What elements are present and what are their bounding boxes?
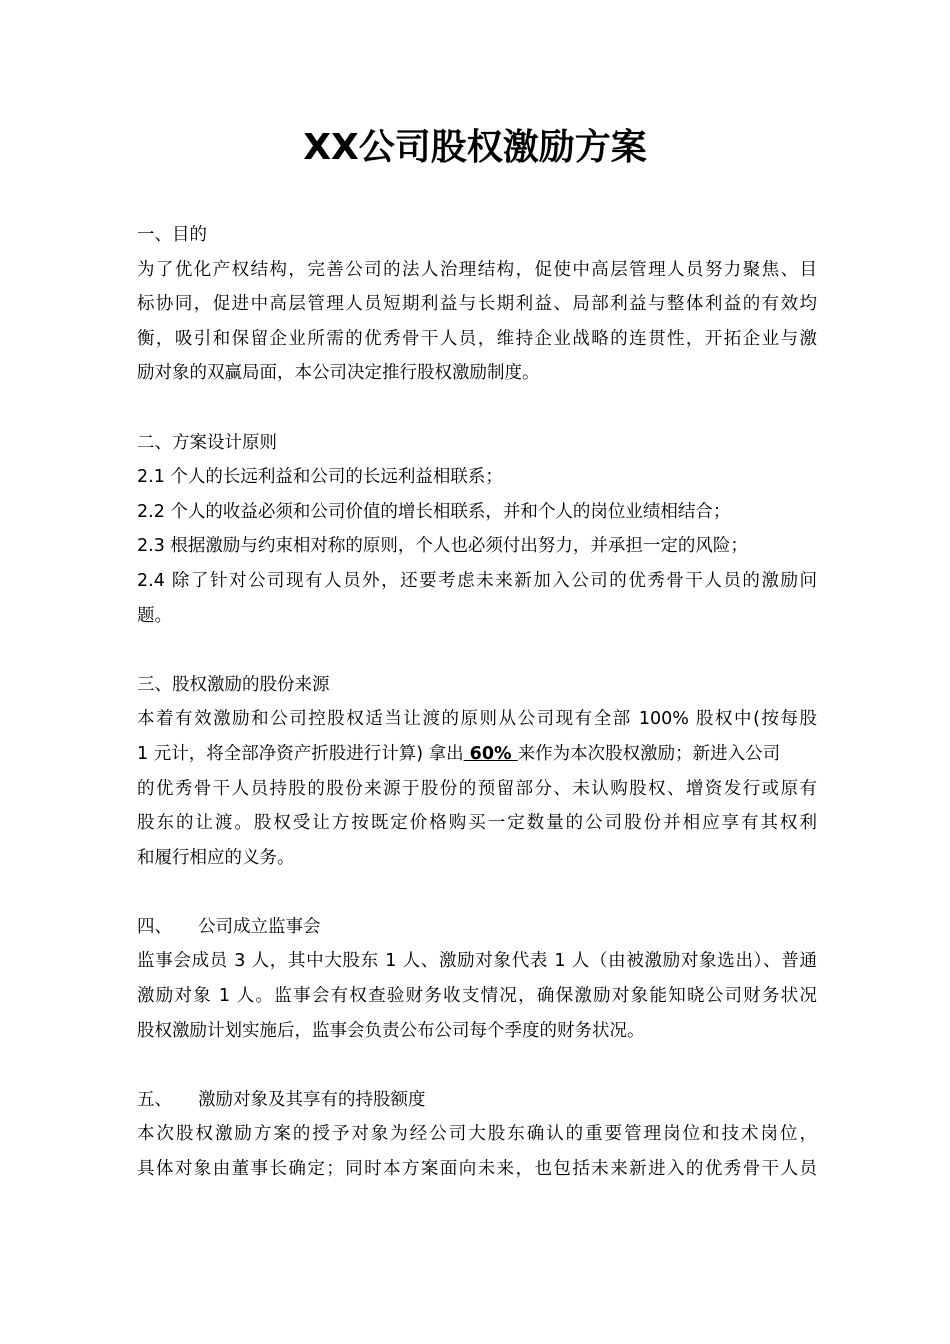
text-segment: 1 元计，将全部净资产折股进行计算) 拿出 (137, 743, 464, 764)
paragraph-line: 励对象的双赢局面，本公司决定推行股权激励制度。 (137, 363, 540, 384)
section-1-heading: 一、目的 (137, 225, 207, 245)
section-4-heading (137, 910, 817, 945)
principle-item: 题。 (137, 605, 172, 626)
paragraph-line: 衡，吸引和保留企业所需的优秀骨干人员，维持企业战略的连贯性，开拓企业与激 (137, 328, 817, 349)
section-3-heading: 三、股权激励的股份来源 (137, 674, 330, 695)
principle-item: 2.1 个人的长远利益和公司的长远利益相联系； (137, 467, 503, 488)
paragraph-line: 和履行相应的义务。 (137, 847, 295, 868)
paragraph-gap (137, 633, 817, 668)
share-percentage-highlight: 60% (463, 743, 518, 764)
principle-item: 2.4 除了针对公司现有人员外，还要考虑未来新加入公司的优秀骨干人员的激励问 (137, 570, 817, 591)
paragraph-line: 股权激励计划实施后，监事会负责公布公司每个季度的财务状况。 (137, 1020, 645, 1041)
paragraph-line-with-highlight (137, 737, 817, 772)
principle-item: 2.3 根据激励与约束相对称的原则，个人也必须付出努力，并承担一定的风险； (137, 536, 748, 557)
paragraph-line: 的优秀骨干人员持股的股份来源于股份的预留部分、未认购股权、增资发行或原有 (137, 778, 817, 799)
section-2-heading: 二、方案设计原则 (137, 432, 277, 453)
paragraph-line: 激励对象 1 人。监事会有权查验财务收支情况，确保激励对象能知晓公司财务状况 (137, 986, 817, 1007)
paragraph-line: 具体对象由董事长确定；同时本方案面向未来，也包括未来新进入的优秀骨干人员 (137, 1159, 817, 1180)
document-body (137, 218, 817, 1187)
section-heading-text: 公司成立监事会 (198, 916, 321, 937)
section-number: 四、 (137, 916, 172, 937)
paragraph-line: 本着有效激励和公司控股权适当让渡的原则从公司现有全部 100% 股权中(按每股 (137, 709, 817, 730)
text-segment: 来作为本次股权激励；新进入公司 (517, 743, 781, 764)
principle-item: 2.2 个人的收益必须和公司价值的增长相联系，并和个人的岗位业绩相结合； (137, 501, 731, 522)
paragraph-gap (137, 875, 817, 910)
paragraph-line: 监事会成员 3 人，其中大股东 1 人、激励对象代表 1 人（由被激励对象选出）、普通 (137, 951, 817, 972)
section-5-heading (137, 1083, 817, 1118)
paragraph-line: 标协同，促进中高层管理人员短期利益与长期利益、局部利益与整体利益的有效均 (137, 294, 817, 315)
paragraph-line: 股东的让渡。股权受让方按既定价格购买一定数量的公司股份并相应享有其权利 (137, 813, 817, 834)
paragraph-gap (137, 1048, 817, 1083)
paragraph-line: 为了优化产权结构，完善公司的法人治理结构，促使中高层管理人员努力聚焦、目 (137, 259, 817, 280)
paragraph-line: 本次股权激励方案的授予对象为经公司大股东确认的重要管理岗位和技术岗位， (137, 1124, 817, 1145)
section-heading-text: 激励对象及其享有的持股额度 (198, 1089, 426, 1110)
section-number: 五、 (137, 1089, 172, 1110)
document-title: XX公司股权激励方案 (303, 127, 647, 168)
paragraph-gap (137, 391, 817, 426)
